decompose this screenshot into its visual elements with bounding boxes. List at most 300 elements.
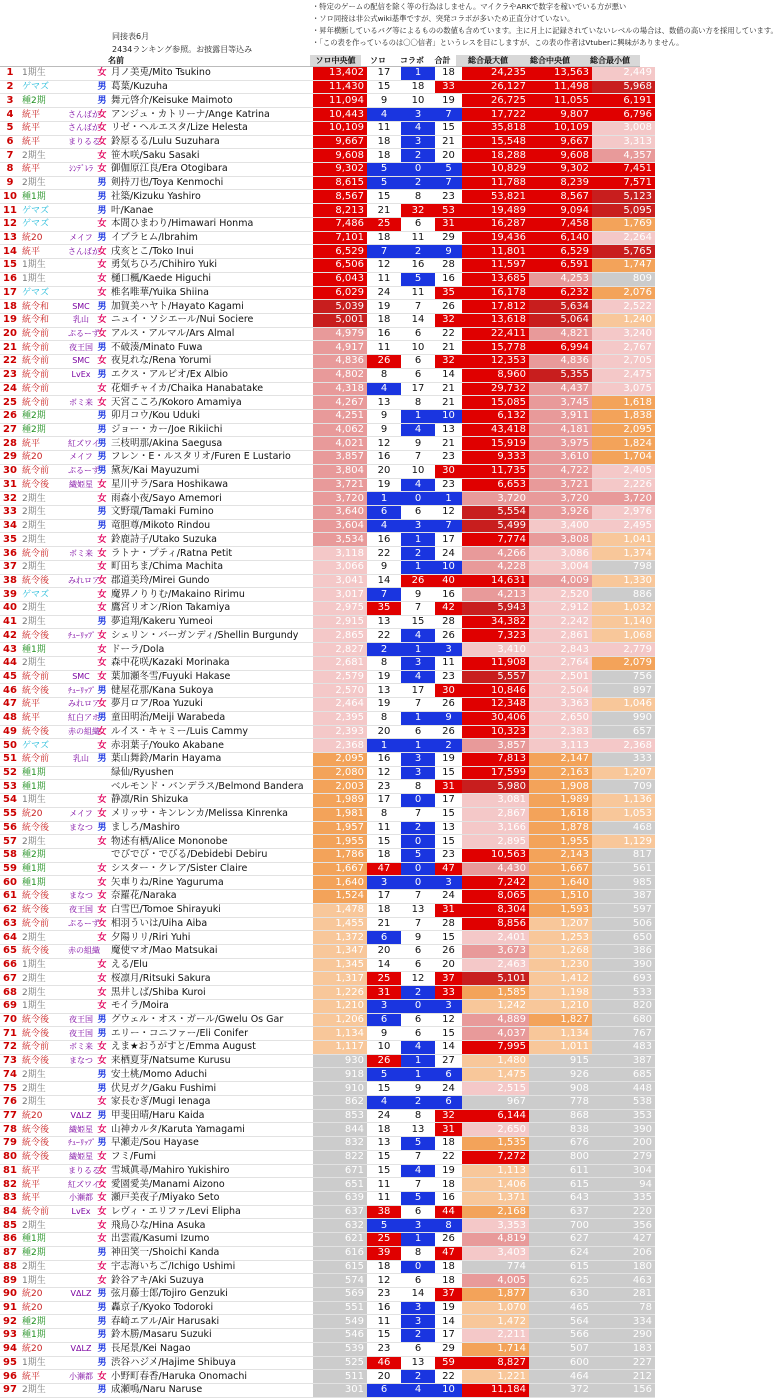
table-row — [0, 355, 655, 369]
rank-cell: 80 — [0, 1150, 20, 1164]
affiliation-cell — [68, 492, 94, 506]
name-cell: エリー・コニファー/Eli Conifer — [110, 1027, 313, 1041]
class-cell: 1期生 — [20, 794, 68, 808]
total-count-cell: 14 — [435, 368, 462, 382]
table-row — [0, 945, 655, 959]
affiliation-cell — [68, 972, 94, 986]
rank-cell: 52 — [0, 766, 20, 780]
table-row — [0, 519, 655, 533]
median-cell: 2,650 — [529, 711, 592, 725]
collab-count-cell: 7 — [401, 451, 435, 465]
solo-median-cell: 1,957 — [313, 821, 367, 835]
solo-count-cell: 20 — [367, 725, 401, 739]
gender-cell: 女 — [94, 327, 110, 341]
class-cell: 統令後 — [20, 574, 68, 588]
table-row — [0, 560, 655, 574]
total-count-cell: 18 — [435, 1137, 462, 1151]
collab-count-cell: 4 — [401, 121, 435, 135]
min-cell: 279 — [592, 1150, 655, 1164]
median-cell: 6,591 — [529, 259, 592, 273]
min-cell: 1,824 — [592, 437, 655, 451]
class-cell: 統平 — [20, 1178, 68, 1192]
gender-cell: 女 — [94, 656, 110, 670]
name-cell: 春崎エアル/Air Harusaki — [110, 1315, 313, 1329]
affiliation-cell — [68, 1274, 94, 1288]
affiliation-cell — [68, 409, 94, 423]
median-cell: 9,667 — [529, 135, 592, 149]
solo-median-cell: 9,608 — [313, 149, 367, 163]
median-cell: 625 — [529, 1274, 592, 1288]
affiliation-cell: ぷるーず — [68, 327, 94, 341]
total-count-cell: 32 — [435, 355, 462, 369]
solo-count-cell: 9 — [367, 423, 401, 437]
total-count-cell: 6 — [435, 1068, 462, 1082]
min-cell: 1,618 — [592, 396, 655, 410]
median-cell: 2,504 — [529, 684, 592, 698]
column-headers — [0, 55, 640, 66]
affiliation-cell — [68, 382, 94, 396]
collab-count-cell: 16 — [401, 259, 435, 273]
max-cell: 4,213 — [462, 588, 529, 602]
solo-count-cell: 26 — [367, 1054, 401, 1068]
total-count-cell: 44 — [435, 1205, 462, 1219]
max-cell: 3,857 — [462, 739, 529, 753]
solo-median-cell: 1,117 — [313, 1041, 367, 1055]
rank-cell: 68 — [0, 986, 20, 1000]
median-cell: 868 — [529, 1109, 592, 1123]
name-cell: 緑仙/Ryushen — [110, 766, 313, 780]
collab-count-cell: 4 — [401, 423, 435, 437]
name-cell: 山神カルタ/Karuta Yamagami — [110, 1123, 313, 1137]
max-cell: 3,081 — [462, 794, 529, 808]
name-cell: 笹木咲/Saku Sasaki — [110, 149, 313, 163]
rank-cell: 56 — [0, 821, 20, 835]
collab-count-cell: 1 — [401, 560, 435, 574]
median-cell: 1,989 — [529, 794, 592, 808]
solo-median-cell: 3,721 — [313, 478, 367, 492]
median-cell: 3,400 — [529, 519, 592, 533]
affiliation-cell: 夜王国 — [68, 1027, 94, 1041]
collab-count-cell: 4 — [401, 629, 435, 643]
gender-cell: 女 — [94, 313, 110, 327]
affiliation-cell — [68, 615, 94, 629]
solo-count-cell: 4 — [367, 382, 401, 396]
period-label: 同接表6月 — [112, 32, 150, 41]
solo-count-cell: 13 — [367, 684, 401, 698]
table-row — [0, 1342, 655, 1356]
table-row — [0, 848, 655, 862]
gender-cell: 男 — [94, 711, 110, 725]
affiliation-cell — [68, 588, 94, 602]
gender-cell: 女 — [94, 890, 110, 904]
collab-count-cell: 9 — [401, 588, 435, 602]
collab-count-cell: 5 — [401, 272, 435, 286]
affiliation-cell: ボミ来 — [68, 547, 94, 561]
rank-cell: 91 — [0, 1301, 20, 1315]
rank-cell: 4 — [0, 108, 20, 122]
max-cell: 10,829 — [462, 163, 529, 177]
collab-count-cell: 4 — [401, 1164, 435, 1178]
class-cell: 統令前 — [20, 1205, 68, 1219]
solo-median-cell: 1,981 — [313, 807, 367, 821]
median-cell: 3,363 — [529, 698, 592, 712]
solo-median-cell: 525 — [313, 1356, 367, 1370]
affiliation-cell — [68, 533, 94, 547]
rank-cell: 30 — [0, 464, 20, 478]
affiliation-cell — [68, 766, 94, 780]
rank-cell: 34 — [0, 519, 20, 533]
table-row — [0, 931, 655, 945]
collab-count-cell: 2 — [401, 1329, 435, 1343]
gender-cell: 女 — [94, 739, 110, 753]
table-row — [0, 464, 655, 478]
gender-cell: 女 — [94, 574, 110, 588]
class-cell: 統平 — [20, 437, 68, 451]
median-cell: 1,640 — [529, 876, 592, 890]
median-cell: 4,437 — [529, 382, 592, 396]
solo-median-cell: 7,101 — [313, 231, 367, 245]
class-cell: ゲマズ — [20, 217, 68, 231]
affiliation-cell — [68, 1095, 94, 1109]
gender-cell: 男 — [94, 94, 110, 108]
median-cell: 2,764 — [529, 656, 592, 670]
solo-count-cell: 25 — [367, 217, 401, 231]
table-row — [0, 300, 655, 314]
max-cell: 11,184 — [462, 1384, 529, 1398]
class-cell: 統令後 — [20, 725, 68, 739]
solo-median-cell: 301 — [313, 1384, 367, 1398]
rank-cell: 47 — [0, 698, 20, 712]
rank-cell: 63 — [0, 917, 20, 931]
collab-count-cell: 2 — [401, 547, 435, 561]
rank-cell: 1 — [0, 67, 20, 80]
rank-cell: 15 — [0, 259, 20, 273]
median-cell: 13,563 — [529, 67, 592, 80]
max-cell: 13,618 — [462, 313, 529, 327]
class-cell: 統令前 — [20, 547, 68, 561]
min-cell: 561 — [592, 862, 655, 876]
gender-cell: 女 — [94, 903, 110, 917]
solo-median-cell: 2,915 — [313, 615, 367, 629]
class-cell: 統平 — [20, 698, 68, 712]
collab-count-cell: 12 — [401, 972, 435, 986]
collab-count-cell: 2 — [401, 821, 435, 835]
name-cell: 舞元啓介/Keisuke Maimoto — [110, 94, 313, 108]
affiliation-cell — [68, 794, 94, 808]
rank-cell: 55 — [0, 807, 20, 821]
class-cell: 統令前 — [20, 752, 68, 766]
median-cell: 10,109 — [529, 121, 592, 135]
max-cell: 1,877 — [462, 1287, 529, 1301]
median-cell: 1,268 — [529, 945, 592, 959]
gender-cell: 男 — [94, 1082, 110, 1096]
rank-cell: 33 — [0, 506, 20, 520]
total-count-cell: 28 — [435, 615, 462, 629]
median-cell: 1,210 — [529, 999, 592, 1013]
name-cell: 本間ひまわり/Himawari Honma — [110, 217, 313, 231]
solo-median-cell: 918 — [313, 1068, 367, 1082]
total-count-cell: 42 — [435, 602, 462, 616]
collab-count-cell: 7 — [401, 1150, 435, 1164]
median-cell: 6,140 — [529, 231, 592, 245]
class-cell: 2期生 — [20, 602, 68, 616]
affiliation-cell: まなつ — [68, 821, 94, 835]
rank-cell: 35 — [0, 533, 20, 547]
rank-cell: 94 — [0, 1342, 20, 1356]
class-cell: 統平 — [20, 135, 68, 149]
table-row — [0, 1095, 655, 1109]
total-count-cell: 15 — [435, 807, 462, 821]
collab-count-cell: 9 — [401, 1082, 435, 1096]
solo-count-cell: 18 — [367, 135, 401, 149]
solo-count-cell: 13 — [367, 1137, 401, 1151]
median-cell: 3,808 — [529, 533, 592, 547]
name-cell: イブラヒム/Ibrahim — [110, 231, 313, 245]
gender-cell: 女 — [94, 986, 110, 1000]
solo-median-cell: 3,017 — [313, 588, 367, 602]
median-cell: 2,383 — [529, 725, 592, 739]
solo-count-cell: 38 — [367, 1205, 401, 1219]
gender-cell: 女 — [94, 1370, 110, 1384]
rank-cell: 13 — [0, 231, 20, 245]
collab-count-cell: 5 — [401, 1191, 435, 1205]
rank-cell: 25 — [0, 396, 20, 410]
name-cell: でびでび・でびる/Debidebi Debiru — [110, 848, 313, 862]
name-cell: 叶/Kanae — [110, 204, 313, 218]
name-cell: アンジュ・カトリーナ/Ange Katrina — [110, 108, 313, 122]
total-count-cell: 31 — [435, 780, 462, 794]
gender-cell: 男 — [94, 1301, 110, 1315]
ranking-table — [0, 67, 655, 1398]
collab-count-cell: 7 — [401, 807, 435, 821]
table-row — [0, 204, 655, 218]
collab-count-cell: 0 — [401, 492, 435, 506]
total-count-cell: 31 — [435, 1123, 462, 1137]
name-cell: 葉山舞鈴/Marin Hayama — [110, 752, 313, 766]
gender-cell: 男 — [94, 684, 110, 698]
class-cell: 統平 — [20, 245, 68, 259]
rank-cell: 7 — [0, 149, 20, 163]
min-cell: 333 — [592, 752, 655, 766]
min-cell: 2,076 — [592, 286, 655, 300]
median-cell: 1,955 — [529, 835, 592, 849]
rank-cell: 21 — [0, 341, 20, 355]
gender-cell: 男 — [94, 464, 110, 478]
name-cell: グウェル・オス・ガール/Gwelu Os Gar — [110, 1013, 313, 1027]
collab-count-cell: 10 — [401, 341, 435, 355]
rank-cell: 40 — [0, 602, 20, 616]
total-count-cell: 1 — [435, 492, 462, 506]
class-cell: 統20 — [20, 1342, 68, 1356]
rank-cell: 38 — [0, 574, 20, 588]
collab-count-cell: 13 — [401, 1356, 435, 1370]
table-row — [0, 1246, 655, 1260]
affiliation-cell: LvEx — [68, 368, 94, 382]
affiliation-cell — [68, 1356, 94, 1370]
name-cell: 伏見ガク/Gaku Fushimi — [110, 1082, 313, 1096]
min-cell: 212 — [592, 1370, 655, 1384]
median-cell: 1,510 — [529, 890, 592, 904]
class-cell: 2期生 — [20, 1082, 68, 1096]
class-cell: 統令後 — [20, 478, 68, 492]
max-cell: 9,333 — [462, 451, 529, 465]
class-cell: 統令後 — [20, 684, 68, 698]
total-count-cell: 24 — [435, 547, 462, 561]
min-cell: 387 — [592, 1054, 655, 1068]
collab-count-cell: 10 — [401, 94, 435, 108]
solo-median-cell: 4,318 — [313, 382, 367, 396]
gender-cell: 女 — [94, 876, 110, 890]
col-median-header: 総合中央値 — [520, 55, 580, 66]
solo-count-cell: 4 — [367, 519, 401, 533]
max-cell: 35,818 — [462, 121, 529, 135]
class-cell: 2期生 — [20, 1068, 68, 1082]
class-cell: 種1期 — [20, 643, 68, 657]
min-cell: 448 — [592, 1082, 655, 1096]
name-cell: 鷹宮リオン/Rion Takamiya — [110, 602, 313, 616]
total-count-cell: 10 — [435, 1384, 462, 1398]
max-cell: 2,650 — [462, 1123, 529, 1137]
max-cell: 4,228 — [462, 560, 529, 574]
collab-count-cell: 1 — [401, 739, 435, 753]
total-count-cell: 26 — [435, 698, 462, 712]
solo-count-cell: 15 — [367, 190, 401, 204]
solo-count-cell: 11 — [367, 1191, 401, 1205]
median-cell: 4,722 — [529, 464, 592, 478]
name-cell: 社築/Kizuku Yashiro — [110, 190, 313, 204]
rank-cell: 43 — [0, 643, 20, 657]
max-cell: 7,995 — [462, 1041, 529, 1055]
max-cell: 15,919 — [462, 437, 529, 451]
table-row — [0, 176, 655, 190]
class-cell: 種1期 — [20, 876, 68, 890]
rank-cell: 82 — [0, 1178, 20, 1192]
affiliation-cell: 赤の組織 — [68, 945, 94, 959]
solo-count-cell: 26 — [367, 355, 401, 369]
collab-count-cell: 0 — [401, 999, 435, 1013]
max-cell: 53,821 — [462, 190, 529, 204]
ranking-table-body — [0, 67, 655, 1397]
max-cell: 5,557 — [462, 670, 529, 684]
table-row — [0, 1054, 655, 1068]
table-row — [0, 259, 655, 273]
solo-count-cell: 14 — [367, 958, 401, 972]
affiliation-cell — [68, 286, 94, 300]
class-cell: 統令後 — [20, 1054, 68, 1068]
rank-cell: 70 — [0, 1013, 20, 1027]
table-row — [0, 1205, 655, 1219]
median-cell: 464 — [529, 1370, 592, 1384]
name-cell: 戌亥とこ/Toko Inui — [110, 245, 313, 259]
col-name-header: 名前 — [108, 56, 124, 65]
name-cell: 花畑チャイカ/Chaika Hanabatake — [110, 382, 313, 396]
total-count-cell: 3 — [435, 999, 462, 1013]
gender-cell: 男 — [94, 204, 110, 218]
gender-cell: 男 — [94, 506, 110, 520]
solo-median-cell: 9,302 — [313, 163, 367, 177]
min-cell: 206 — [592, 1246, 655, 1260]
total-count-cell: 31 — [435, 217, 462, 231]
source-label: 2434ランキング参照。お披露目等込み — [112, 45, 253, 54]
table-row — [0, 80, 655, 94]
gender-cell: 女 — [94, 217, 110, 231]
median-cell: 4,181 — [529, 423, 592, 437]
solo-median-cell: 1,640 — [313, 876, 367, 890]
affiliation-cell: ボミ来 — [68, 396, 94, 410]
solo-median-cell: 2,395 — [313, 711, 367, 725]
total-count-cell: 15 — [435, 931, 462, 945]
gender-cell: 女 — [94, 1041, 110, 1055]
total-count-cell: 18 — [435, 1274, 462, 1288]
min-cell: 685 — [592, 1068, 655, 1082]
max-cell: 1,221 — [462, 1370, 529, 1384]
median-cell: 2,147 — [529, 752, 592, 766]
table-row — [0, 1109, 655, 1123]
total-count-cell: 47 — [435, 1246, 462, 1260]
affiliation-cell — [68, 176, 94, 190]
class-cell: 2期生 — [20, 986, 68, 1000]
max-cell: 19,489 — [462, 204, 529, 218]
table-row — [0, 862, 655, 876]
class-cell: 統20 — [20, 807, 68, 821]
solo-median-cell: 615 — [313, 1260, 367, 1274]
collab-count-cell: 6 — [401, 368, 435, 382]
collab-count-cell: 7 — [401, 890, 435, 904]
class-cell: 統令前 — [20, 382, 68, 396]
gender-cell: 男 — [94, 409, 110, 423]
max-cell: 3,353 — [462, 1219, 529, 1233]
solo-count-cell: 18 — [367, 903, 401, 917]
affiliation-cell — [68, 835, 94, 849]
name-cell: 雪城眞尋/Mahiro Yukishiro — [110, 1164, 313, 1178]
min-cell: 2,522 — [592, 300, 655, 314]
collab-count-cell: 1 — [401, 409, 435, 423]
solo-median-cell: 3,534 — [313, 533, 367, 547]
solo-count-cell: 16 — [367, 327, 401, 341]
class-cell: 種1期 — [20, 766, 68, 780]
collab-count-cell: 2 — [401, 245, 435, 259]
solo-median-cell: 6,043 — [313, 272, 367, 286]
total-count-cell: 21 — [435, 135, 462, 149]
min-cell: 483 — [592, 1041, 655, 1055]
collab-count-cell: 3 — [401, 1219, 435, 1233]
class-cell: 1期生 — [20, 999, 68, 1013]
rank-cell: 72 — [0, 1041, 20, 1055]
col-min-header: 総合最小値 — [580, 55, 640, 66]
name-cell: 甲斐田晴/Haru Kaida — [110, 1109, 313, 1123]
max-cell: 1,472 — [462, 1315, 529, 1329]
affiliation-cell — [68, 1301, 94, 1315]
min-cell: 597 — [592, 903, 655, 917]
rank-cell: 62 — [0, 903, 20, 917]
gender-cell: 女 — [94, 1178, 110, 1192]
gender-cell: 男 — [94, 437, 110, 451]
min-cell: 1,136 — [592, 794, 655, 808]
class-cell: 2期生 — [20, 1260, 68, 1274]
gender-cell: 女 — [94, 629, 110, 643]
min-cell: 78 — [592, 1301, 655, 1315]
total-count-cell: 3 — [435, 876, 462, 890]
rank-cell: 5 — [0, 121, 20, 135]
total-count-cell: 33 — [435, 986, 462, 1000]
affiliation-cell: 赤の組織 — [68, 725, 94, 739]
rank-cell: 90 — [0, 1287, 20, 1301]
median-cell: 778 — [529, 1095, 592, 1109]
note-line: ・昇年横断しているバグ等によるものの数値も含めています。主に月上に記録されていないレベルの場合は、数値の高い方を採用しています。 — [312, 26, 778, 35]
solo-count-cell: 18 — [367, 231, 401, 245]
median-cell: 1,827 — [529, 1013, 592, 1027]
collab-count-cell: 8 — [401, 1109, 435, 1123]
